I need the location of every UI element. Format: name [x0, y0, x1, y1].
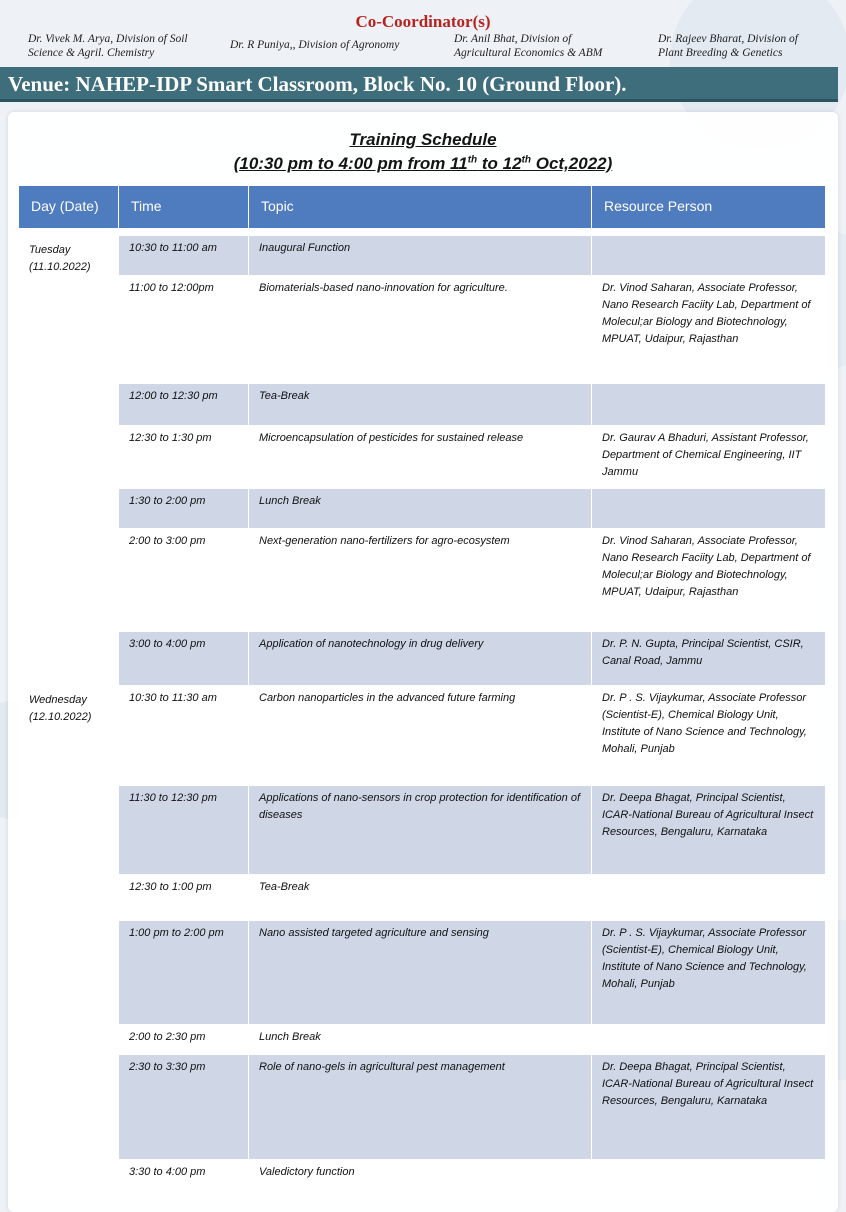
time-cell: 11:30 to 12:30 pm	[119, 786, 249, 875]
topic-cell: Valedictory function	[249, 1160, 592, 1202]
time-cell: 12:30 to 1:00 pm	[119, 875, 249, 921]
resource-cell	[592, 1160, 826, 1202]
time-cell: 12:00 to 12:30 pm	[119, 384, 249, 426]
topic-cell: Lunch Break	[249, 1025, 592, 1055]
topic-cell: Biomaterials-based nano-innovation for agriculture.	[249, 276, 592, 384]
resource-cell	[592, 875, 826, 921]
table-row	[19, 276, 826, 384]
table-header-row	[19, 186, 826, 229]
topic-cell: Tea-Break	[249, 384, 592, 426]
topic-cell: Role of nano-gels in agricultural pest management	[249, 1055, 592, 1160]
coordinator-2: Dr. R Puniya,, Division of Agronomy	[230, 39, 400, 51]
header-time: Time	[119, 186, 249, 229]
topic-cell: Carbon nanoparticles in the advanced future farming	[249, 686, 592, 786]
coordinator-4: Dr. Rajeev Bharat, Division of Plant Breeding & Genetics	[658, 33, 798, 59]
resource-cell	[592, 1025, 826, 1055]
table-row	[19, 921, 826, 1025]
table-row	[19, 1025, 826, 1055]
time-cell: 1:00 pm to 2:00 pm	[119, 921, 249, 1025]
table-row	[19, 632, 826, 686]
time-cell: 12:30 to 1:30 pm	[119, 426, 249, 489]
table-row	[19, 1055, 826, 1160]
time-cell: 2:00 to 2:30 pm	[119, 1025, 249, 1055]
resource-cell: Dr. Deepa Bhagat, Principal Scientist, ICAR-National Bureau of Agricultural Insect Resources, Bengaluru, Karnataka	[592, 786, 826, 875]
resource-cell: Dr. Gaurav A Bhaduri, Assistant Professor, Department of Chemical Engineering, IIT Jammu	[592, 426, 826, 489]
table-row	[19, 875, 826, 921]
resource-cell	[592, 384, 826, 426]
schedule-title-text: Training Schedule	[349, 130, 497, 149]
table-row	[19, 686, 826, 786]
day-cell-wednesday: Wednesday (12.10.2022)	[19, 686, 119, 1202]
time-cell: 11:00 to 12:00pm	[119, 276, 249, 384]
coordinator-3: Dr. Anil Bhat, Division of Agricultural Economics & ABM	[454, 33, 603, 59]
resource-cell: Dr. Deepa Bhagat, Principal Scientist, ICAR-National Bureau of Agricultural Insect Resources, Bengaluru, Karnataka	[592, 1055, 826, 1160]
resource-cell: Dr. P . S. Vijaykumar, Associate Professor (Scientist-E), Chemical Biology Unit, Institute of Nano Science and Technology, Mohali, Punjab	[592, 686, 826, 786]
topic-cell: Next-generation nano-fertilizers for agro-ecosystem	[249, 529, 592, 632]
time-cell: 2:00 to 3:00 pm	[119, 529, 249, 632]
day-cell-tuesday: Tuesday (11.10.2022)	[19, 236, 119, 686]
schedule-table	[18, 185, 826, 1202]
resource-cell	[592, 236, 826, 276]
resource-cell	[592, 489, 826, 529]
topic-cell: Application of nanotechnology in drug delivery	[249, 632, 592, 686]
time-cell: 3:30 to 4:00 pm	[119, 1160, 249, 1202]
co-coordinators-title: Co-Coordinator(s)	[355, 12, 491, 31]
resource-cell: Dr. P. N. Gupta, Principal Scientist, CSIR, Canal Road, Jammu	[592, 632, 826, 686]
topic-cell: Applications of nano-sensors in crop protection for identification of diseases	[249, 786, 592, 875]
schedule-subtitle: (10:30 pm to 4:00 pm from 11th to 12th Oct,2022)	[233, 154, 613, 173]
table-row	[19, 786, 826, 875]
resource-cell: Dr. Vinod Saharan, Associate Professor, Nano Research Faciity Lab, Department of Molecul;ar Biology and Biotechnology, MPUAT, Udaipur, Rajasthan	[592, 276, 826, 384]
topic-cell: Microencapsulation of pesticides for sustained release	[249, 426, 592, 489]
resource-cell: Dr. P . S. Vijaykumar, Associate Professor (Scientist-E), Chemical Biology Unit, Institute of Nano Science and Technology, Mohali, Punjab	[592, 921, 826, 1025]
venue-banner: Venue: NAHEP-IDP Smart Classroom, Block No. 10 (Ground Floor).	[0, 67, 838, 102]
time-cell: 3:00 to 4:00 pm	[119, 632, 249, 686]
header-day: Day (Date)	[19, 186, 119, 229]
coordinator-1: Dr. Vivek M. Arya, Division of Soil Science & Agril. Chemistry	[28, 33, 188, 59]
table-row	[19, 426, 826, 489]
table-row	[19, 529, 826, 632]
table-row	[19, 489, 826, 529]
header-topic: Topic	[249, 186, 592, 229]
table-row	[19, 384, 826, 426]
table-row	[19, 1160, 826, 1202]
topic-cell: Tea-Break	[249, 875, 592, 921]
table-row	[19, 236, 826, 276]
topic-cell: Lunch Break	[249, 489, 592, 529]
spacer-row	[19, 229, 826, 236]
header-resource-person: Resource Person	[592, 186, 826, 229]
schedule-title	[0, 128, 846, 176]
topic-cell: Nano assisted targeted agriculture and sensing	[249, 921, 592, 1025]
time-cell: 10:30 to 11:30 am	[119, 686, 249, 786]
resource-cell: Dr. Vinod Saharan, Associate Professor, Nano Research Faciity Lab, Department of Molecul;ar Biology and Biotechnology, MPUAT, Udaipur, Rajasthan	[592, 529, 826, 632]
topic-cell: Inaugural Function	[249, 236, 592, 276]
time-cell: 2:30 to 3:30 pm	[119, 1055, 249, 1160]
time-cell: 10:30 to 11:00 am	[119, 236, 249, 276]
time-cell: 1:30 to 2:00 pm	[119, 489, 249, 529]
